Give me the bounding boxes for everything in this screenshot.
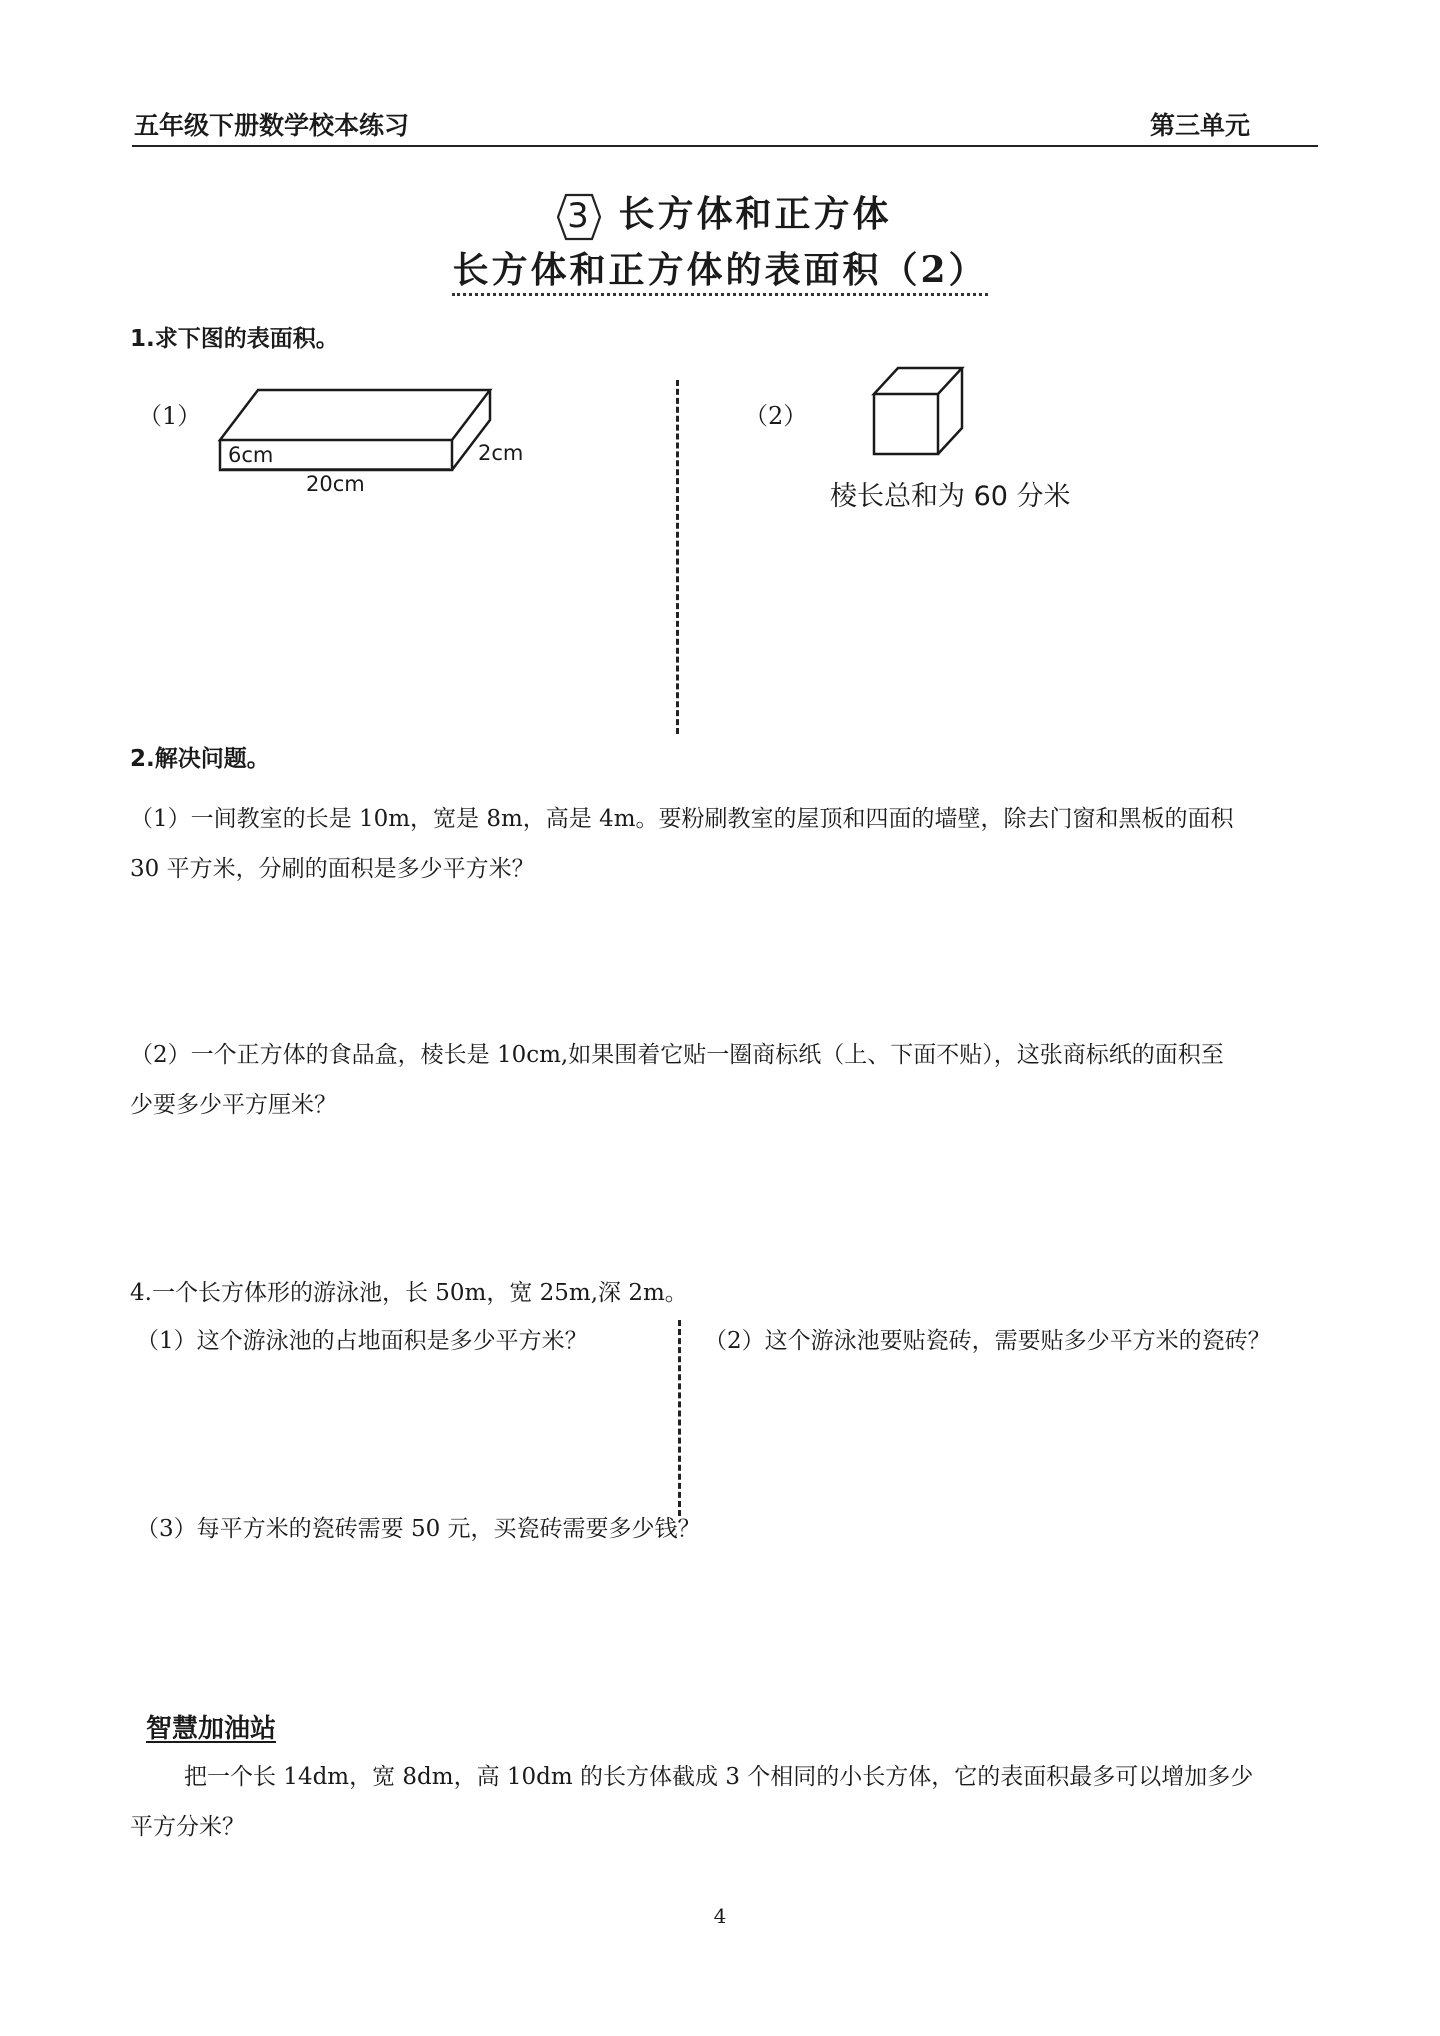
- unit-title: 长方体和正方体: [618, 193, 892, 235]
- lesson-title: 长方体和正方体的表面积（2）: [452, 249, 987, 296]
- q1-part2-label: （2）: [744, 402, 808, 430]
- q2-part1-line1: （1）一间教室的长是 10m，宽是 8m，高是 4m。要粉刷教室的屋顶和四面的墙壁，除去门窗和黑板的面积: [130, 806, 1234, 832]
- q4-heading: 4.一个长方体形的游泳池，长 50m，宽 25m,深 2m。: [130, 1280, 688, 1306]
- page-number: 4: [713, 1904, 727, 1928]
- q4-part2: （2）这个游泳池要贴瓷砖，需要贴多少平方米的瓷砖？: [704, 1328, 1271, 1354]
- q2-part2-line1: （2）一个正方体的食品盒，棱长是 10cm,如果围着它贴一圈商标纸（上、下面不贴），这张商标纸的面积至: [130, 1042, 1224, 1068]
- cuboid-width-label: 6cm: [228, 443, 274, 467]
- unit-number: 3: [567, 196, 592, 236]
- lesson-title-row: [0, 242, 1440, 293]
- cuboid-figure: [214, 380, 544, 500]
- cube-note: 棱长总和为 60 分米: [830, 481, 1071, 512]
- cube-figure: [870, 364, 970, 458]
- cuboid-length-label: 20cm: [306, 472, 365, 496]
- q2-heading: 2.解决问题。: [130, 746, 270, 772]
- bonus-title: 智慧加油站: [146, 1714, 277, 1744]
- header-rule: [132, 145, 1318, 147]
- q4-part1: （1）这个游泳池的占地面积是多少平方米？: [136, 1328, 588, 1354]
- q1-part1-label: （1）: [138, 402, 202, 430]
- q4-part3: （3）每平方米的瓷砖需要 50 元，买瓷砖需要多少钱？: [136, 1516, 701, 1542]
- bonus-line1: 把一个长 14dm，宽 8dm，高 10dm 的长方体截成 3 个相同的小长方体，它的表面积最多可以增加多少: [184, 1764, 1254, 1790]
- q4-divider: [678, 1320, 681, 1516]
- unit-number-badge: [548, 190, 610, 244]
- q2-part1-line2: 30 平方米，分刷的面积是多少平方米？: [130, 856, 535, 882]
- header-right: 第三单元: [1150, 111, 1251, 140]
- q1-divider: [676, 380, 679, 734]
- cuboid-height-label: 2cm: [478, 441, 524, 465]
- bonus-line2: 平方分米？: [130, 1814, 245, 1840]
- q2-part2-line2: 少要多少平方厘米？: [130, 1092, 337, 1118]
- header-left: 五年级下册数学校本练习: [134, 111, 410, 140]
- unit-title-row: [0, 186, 1440, 244]
- q1-heading: 1.求下图的表面积。: [130, 326, 339, 352]
